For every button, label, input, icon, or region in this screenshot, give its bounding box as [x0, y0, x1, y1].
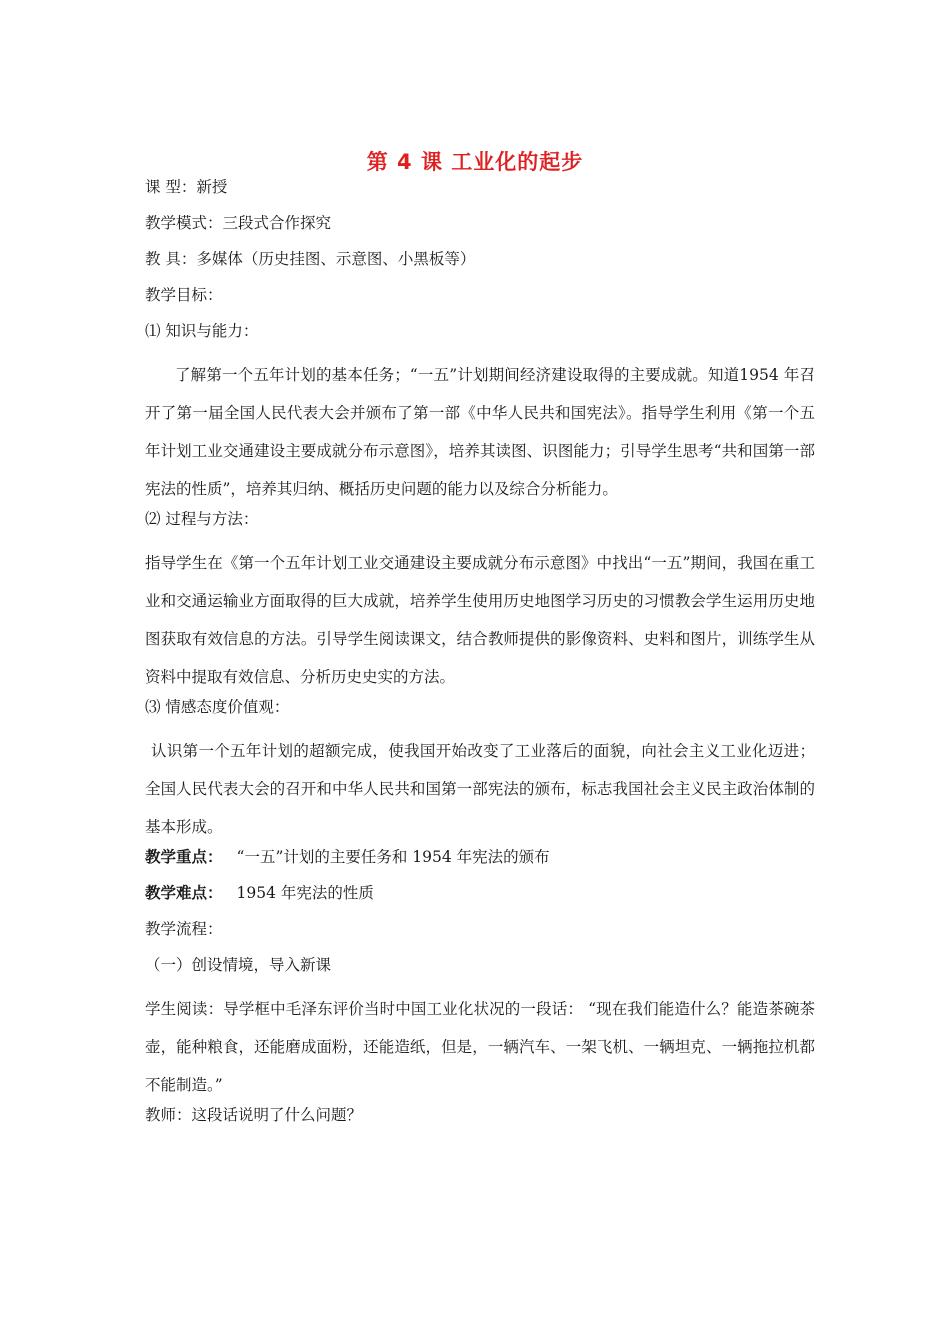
section-knowledge-body: 了解第一个五年计划的基本任务；“一五”计划期间经济建设取得的主要成就。知道1954 年召开了第一届全国人民代表大会并颁布了第一部《中华人民共和国宪法》。指导学生利用《第一个五年计划工业交通建设主要成就分布示意图》，培养其读图、识图能力；引导学生思考“共和国第一部宪法的性质”，培养其归纳、概括历史问题的能力以及综合分析能力。 [145, 366, 815, 498]
difficult-point [145, 882, 815, 918]
process-heading: 教学流程： [145, 920, 223, 938]
document-body [145, 176, 815, 1140]
reading-paragraph: 学生阅读：导学框中毛泽东评价当时中国工业化状况的一段话： “现在我们能造什么？能造茶碗茶壶，能种粮食，还能磨成面粉，还能造纸，但是，一辆汽车、一架飞机、一辆坦克、一辆拖拉机都不能制造。” [145, 1000, 815, 1094]
difficult-point-label: 教学难点： [145, 883, 223, 902]
section-attitude-body: 认识第一个五年计划的超额完成，使我国开始改变了工业落后的面貌，向社会主义工业化迈进；全国人民代表大会的召开和中华人民共和国第一部宪法的颁布，标志我国社会主义民主政治体制的基本形成。 [145, 742, 815, 836]
key-point [145, 846, 815, 882]
teaching-mode: 教学模式：三段式合作探究 [145, 214, 332, 232]
lesson-type: 课 型：新授 [145, 178, 228, 196]
section-process-heading: ⑵ 过程与方法： [145, 510, 259, 528]
section-knowledge-heading: ⑴ 知识与能力： [145, 322, 259, 340]
section-process-body: 指导学生在《第一个五年计划工业交通建设主要成就分布示意图》中找出“一五”期间，我国在重工业和交通运输业方面取得的巨大成就，培养学生使用历史地图学习历史的习惯教会学生运用历史地图获取有效信息的方法。引导学生阅读课文，结合教师提供的影像资料、史料和图片，训练学生从资料中提取有效信息、分析历史史实的方法。 [145, 554, 815, 686]
teaching-tools: 教 具：多媒体（历史挂图、示意图、小黑板等） [145, 250, 476, 268]
step-one: （一）创设情境，导入新课 [145, 956, 332, 974]
teacher-question: 教师：这段话说明了什么问题？ [145, 1106, 363, 1124]
difficult-point-text: 1954 年宪法的性质 [236, 884, 374, 902]
section-attitude-heading: ⑶ 情感态度价值观： [145, 698, 290, 716]
key-point-text: “一五”计划的主要任务和 1954 年宪法的颁布 [236, 848, 550, 866]
goals-heading: 教学目标： [145, 286, 223, 304]
lesson-title: 第 4 课 工业化的起步 [366, 150, 584, 174]
key-point-label: 教学重点： [145, 847, 223, 866]
